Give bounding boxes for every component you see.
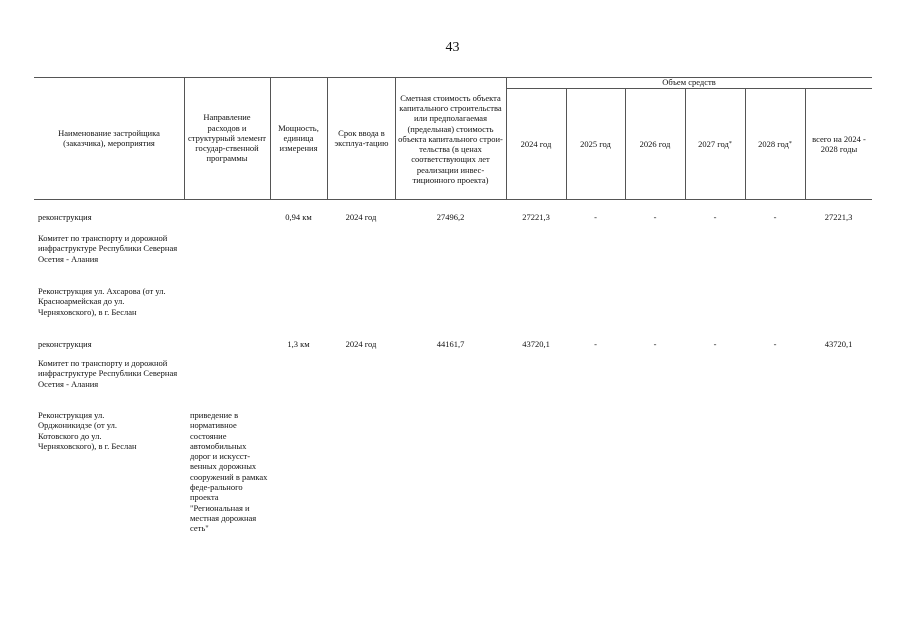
header-year-2027: 2027 год * bbox=[698, 138, 732, 149]
row-value-2027: - bbox=[713, 339, 717, 349]
header-total: всего на 2024 - 2028 годы bbox=[812, 133, 866, 154]
header-year-2025: 2025 год bbox=[580, 138, 611, 149]
header-term: Срок ввода в эксплуа-тацию bbox=[334, 127, 389, 148]
funds-subheader-rule bbox=[506, 88, 872, 89]
row-value-2025: - bbox=[594, 212, 597, 222]
row-value-2024: 43720,1 bbox=[522, 339, 550, 349]
row-direction: приведение в нормативное состояние автомобильных дорог и искусст-венных дорожных сооружений в рамках феде-рального проекта "Региональная и местная дорожная сеть" bbox=[190, 410, 268, 534]
header-year-2028: 2028 год * bbox=[758, 138, 792, 149]
header-divider bbox=[327, 77, 328, 199]
row-value-2026: - bbox=[653, 212, 657, 222]
row-cost: 44161,7 bbox=[436, 339, 465, 349]
header-direction: Направление расходов и структурный элемент государ-ственной программы bbox=[188, 112, 266, 164]
header-divider bbox=[270, 77, 271, 199]
row-value-2026: - bbox=[653, 339, 657, 349]
row-value-2025: - bbox=[594, 339, 597, 349]
page-number: 43 bbox=[445, 40, 460, 55]
header-capacity: Мощность, единица измерения bbox=[278, 122, 319, 154]
header-divider bbox=[805, 88, 806, 199]
row-name: реконструкция bbox=[38, 212, 92, 222]
row-value-2028: - bbox=[773, 212, 777, 222]
row-name: Комитет по транспорту и дорожной инфраструктуре Республики Северная Осетия - Алания bbox=[38, 233, 178, 264]
row-name: Комитет по транспорту и дорожной инфраструктуре Республики Северная Осетия - Алания bbox=[38, 358, 178, 389]
row-value-2028: - bbox=[773, 339, 777, 349]
row-value-2027: - bbox=[713, 212, 717, 222]
row-name: Реконструкция ул. Ахсарова (от ул. Красноармейская до ул. Черняховского), в г. Беслан bbox=[38, 286, 166, 317]
header-cost: Сметная стоимость объекта капитального строительства или предполагаемая (предельная) стоимость объекта капитального строи-тельства (в ценах соответствующих лет реализации инвес-тиционного проекта) bbox=[398, 92, 503, 186]
header-year-2026: 2026 год bbox=[639, 138, 671, 149]
row-capacity: 0,94 км bbox=[285, 212, 312, 222]
row-term: 2024 год bbox=[345, 339, 377, 349]
row-capacity: 1,3 км bbox=[287, 339, 310, 349]
row-term: 2024 год bbox=[345, 212, 377, 222]
header-year-2024: 2024 год bbox=[520, 138, 552, 149]
header-divider bbox=[184, 77, 185, 199]
header-funds: Объем средств bbox=[662, 77, 716, 88]
header-divider bbox=[395, 77, 396, 199]
header-name: Наименование застройщика (заказчика), мероприятия bbox=[58, 127, 160, 148]
row-total: 43720,1 bbox=[824, 339, 853, 349]
row-name: Реконструкция ул. Орджоникидзе (от ул. Котовского до ул. Черняховского), в г. Беслан bbox=[38, 410, 137, 451]
row-cost: 27496,2 bbox=[436, 212, 465, 222]
row-total: 27221,3 bbox=[824, 212, 853, 222]
row-name: реконструкция bbox=[38, 339, 92, 349]
row-value-2024: 27221,3 bbox=[522, 212, 550, 222]
